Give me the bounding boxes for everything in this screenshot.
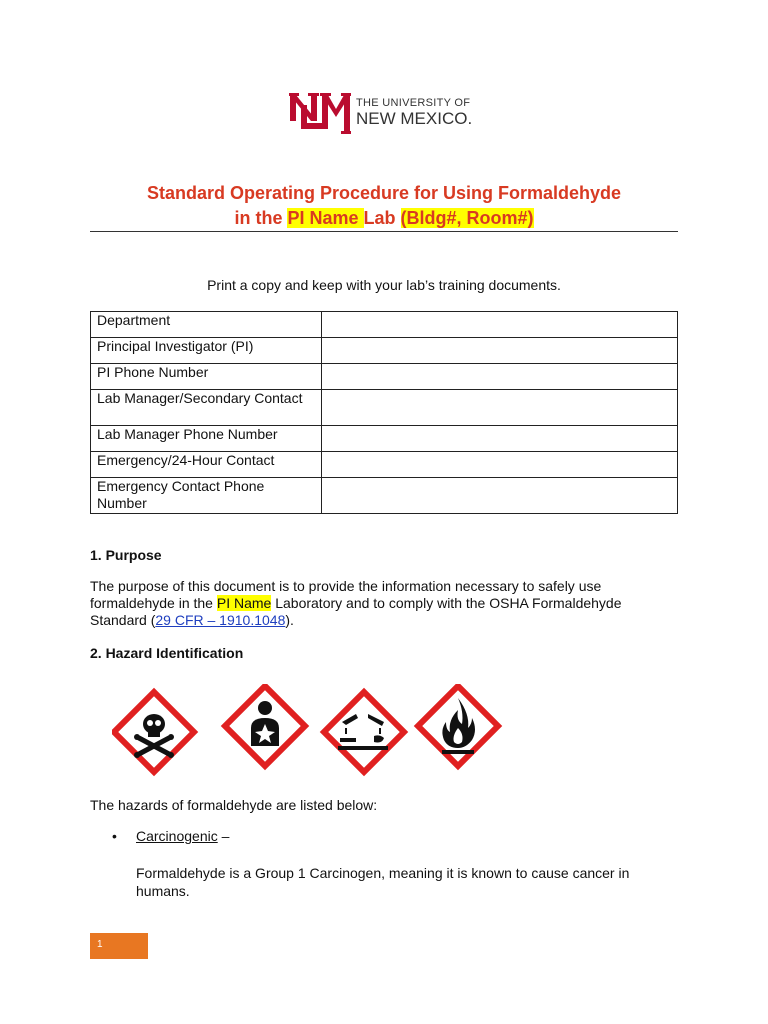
- purpose-heading: 1. Purpose: [90, 547, 162, 563]
- row-value: [322, 390, 678, 426]
- flame-icon: [418, 686, 498, 766]
- table-row: [91, 364, 678, 390]
- hazard-heading: 2. Hazard Identification: [90, 645, 244, 661]
- osha-standard-link[interactable]: 29 CFR – 1910.1048: [155, 612, 286, 628]
- bullet-icon: •: [112, 828, 117, 844]
- title-building-room-highlight: (Bldg#, Room#): [400, 208, 534, 228]
- table-row: [91, 390, 678, 426]
- row-label: Emergency/24-Hour Contact: [91, 452, 322, 478]
- table-row: [91, 426, 678, 452]
- purpose-pi-name-highlight: PI Name: [216, 595, 272, 611]
- health-hazard-icon: [225, 686, 305, 766]
- hazard-term-carcinogenic: Carcinogenic: [136, 828, 218, 844]
- logo-line-1: THE UNIVERSITY OF: [356, 97, 471, 109]
- purpose-text-middle: Laboratory and to comply with the OSHA Formaldehyde Standard (: [90, 595, 622, 628]
- purpose-text-end: ).: [285, 612, 294, 628]
- title-lab-word: Lab: [363, 208, 401, 228]
- row-value: [322, 364, 678, 390]
- carcinogen-description: Formaldehyde is a Group 1 Carcinogen, meaning it is known to cause cancer in humans.: [136, 865, 630, 899]
- row-label: Department: [91, 312, 322, 338]
- hazard-term-dash: –: [217, 828, 230, 844]
- row-value: [322, 478, 678, 514]
- row-label: Lab Manager/Secondary Contact: [91, 390, 322, 426]
- row-value: [322, 312, 678, 338]
- document-title: [90, 181, 678, 231]
- row-label: Lab Manager Phone Number: [91, 426, 322, 452]
- title-pi-name-highlight: PI Name: [287, 208, 364, 228]
- row-label: PI Phone Number: [91, 364, 322, 390]
- purpose-text-start: The purpose of this document is to provide the information necessary to safely use formaldehyde in the: [90, 578, 602, 611]
- unm-logo-icon: [289, 93, 351, 135]
- university-logo: [289, 93, 484, 135]
- title-line-2: [90, 206, 678, 231]
- table-row: [91, 338, 678, 364]
- title-line-1: Standard Operating Procedure for Using Formaldehyde: [146, 183, 622, 203]
- row-label: Principal Investigator (PI): [91, 338, 322, 364]
- ghs-pictograms: [112, 684, 508, 778]
- row-label: Emergency Contact Phone Number: [91, 478, 322, 514]
- title-divider: [90, 231, 678, 232]
- table-row: [91, 478, 678, 514]
- hazards-intro: The hazards of formaldehyde are listed below:: [90, 797, 378, 813]
- skull-crossbones-icon: [114, 692, 194, 772]
- contact-info-table: [90, 311, 678, 514]
- purpose-paragraph: [90, 578, 678, 629]
- title-prefix: in the: [234, 208, 288, 228]
- row-value: [322, 338, 678, 364]
- university-name: [356, 98, 472, 127]
- table-row: [91, 452, 678, 478]
- row-value: [322, 452, 678, 478]
- print-instruction: Print a copy and keep with your lab’s training documents.: [207, 277, 561, 293]
- logo-line-2: NEW MEXICO.: [356, 109, 473, 128]
- table-row: [91, 312, 678, 338]
- list-item: [112, 828, 230, 844]
- row-value: [322, 426, 678, 452]
- corrosion-icon: [324, 692, 404, 772]
- page-number-badge: 1: [90, 933, 148, 959]
